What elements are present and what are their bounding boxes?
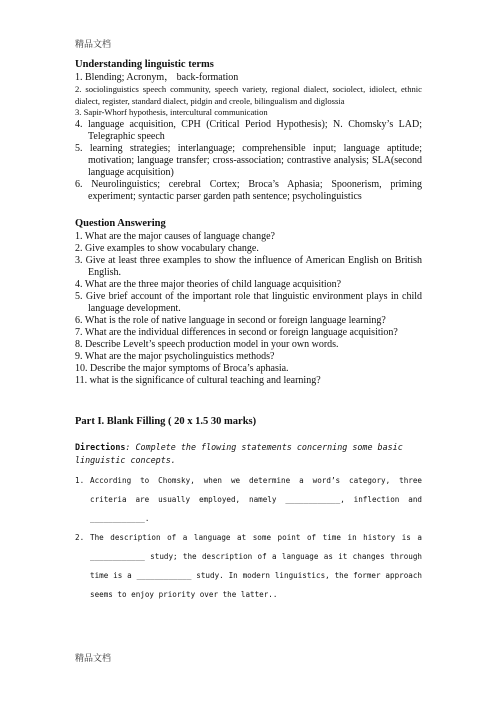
item-text: The description of a language at some point of time in history is a ____________ study; the description of a language as it changes through time is a ____________ study. In modern linguistics, the former approach seems to enjoy priority over the latter.. xyxy=(90,532,422,599)
question-item: 4. What are the three major theories of child language acquisition? xyxy=(75,278,342,290)
question-item: 6. What is the role of native language in second or foreign language learning? xyxy=(75,314,386,326)
part-title: Part I. Blank Filling ( 20 x 1.5 30 marks) xyxy=(75,415,257,427)
question-item: 1. What are the major causes of language change? xyxy=(75,230,275,242)
section-understanding-terms xyxy=(75,58,422,203)
question-item: 9. What are the major psycholinguistics methods? xyxy=(75,350,275,362)
item-number: 2. xyxy=(75,532,85,542)
item-text: According to Chomsky, when we determine a word’s category, three criteria are usually employed, namely ____________, inflection and ____________. xyxy=(90,475,422,523)
directions xyxy=(75,441,422,467)
document-body xyxy=(75,58,422,604)
question-item: 5. Give brief account of the important role that linguistic environment plays in child language development. xyxy=(75,290,422,314)
term-item: 6. Neurolinguistics; cerebral Cortex; Broca’s Aphasia; Spoonerism, priming experiment; syntactic parser garden path sentence; psycholinguistics xyxy=(75,178,422,202)
question-item: 2. Give examples to show vocabulary change. xyxy=(75,242,259,254)
term-item: 1. Blending; Acronym， back-formation xyxy=(75,72,239,83)
question-item: 3. Give at least three examples to show the influence of American English on British English. xyxy=(75,254,422,278)
term-item: 2. sociolinguistics speech community, speech variety, regional dialect, sociolect, idiolect, ethnic dialect, register, standard dialect, pidgin and creole, bilingualism and diglossia xyxy=(75,84,422,106)
section-title: Understanding linguistic terms xyxy=(75,59,214,70)
blank-item xyxy=(75,471,422,528)
directions-label: Directions xyxy=(75,441,126,452)
question-item: 8. Describe Levelt’s speech production model in your own words. xyxy=(75,338,339,350)
directions-text: : Complete the flowing statements concerning some basic linguistic concepts. xyxy=(75,441,403,465)
blank-item xyxy=(75,528,422,604)
item-number: 1. xyxy=(75,475,85,485)
footer-watermark: 精品文档 xyxy=(75,653,112,663)
term-item: 5. learning strategies; interlanguage; comprehensible input; language aptitude; motivation; language transfer; cross-association; contrastive analysis; SLA(second language acquisition) xyxy=(75,142,422,178)
header-watermark: 精品文档 xyxy=(75,39,112,49)
section-title: Question Answering xyxy=(75,217,166,229)
question-item: 10. Describe the major symptoms of Broca’s aphasia. xyxy=(75,362,289,374)
section-question-answering xyxy=(75,217,422,387)
question-item: 7. What are the individual differences in second or foreign language acquisition? xyxy=(75,326,398,338)
part1-blank-filling xyxy=(75,415,422,604)
term-item: 3. Sapir-Whorf hypothesis, intercultural communication xyxy=(75,107,268,117)
question-item: 11. what is the significance of cultural teaching and learning? xyxy=(75,374,321,386)
term-item: 4. language acquisition, CPH (Critical Period Hypothesis); N. Chomsky’s LAD; Telegraphic speech xyxy=(75,118,422,142)
